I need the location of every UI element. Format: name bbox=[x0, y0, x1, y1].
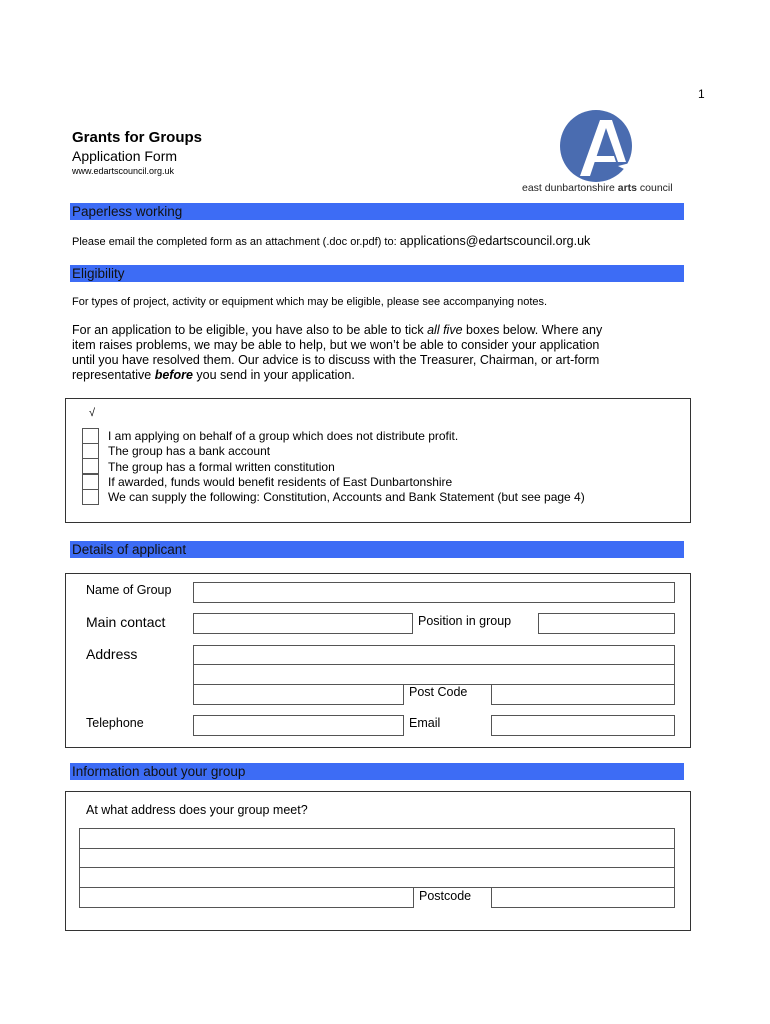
meeting-address-question: At what address does your group meet? bbox=[86, 803, 308, 817]
main-contact-label: Main contact bbox=[86, 614, 166, 630]
email-label: Email bbox=[409, 716, 441, 730]
checklist-item: The group has a bank account bbox=[108, 444, 271, 458]
checkbox-benefit-residents[interactable] bbox=[82, 474, 99, 490]
checkbox-no-profit[interactable] bbox=[82, 428, 99, 444]
section-header-applicant: Details of applicant bbox=[70, 541, 684, 558]
checkbox-constitution[interactable] bbox=[82, 458, 99, 474]
telephone-label: Telephone bbox=[86, 716, 144, 730]
submission-email[interactable]: applications@edartscouncil.org.uk bbox=[399, 234, 591, 248]
group-name-input[interactable] bbox=[193, 582, 675, 603]
checklist-item: I am applying on behalf of a group which does not distribute profit. bbox=[108, 429, 459, 443]
website-link[interactable]: www.edartscouncil.org.uk bbox=[72, 166, 175, 176]
main-contact-input[interactable] bbox=[193, 613, 413, 634]
meeting-address-line-2-input[interactable] bbox=[79, 848, 675, 869]
meeting-postcode-label: Postcode bbox=[419, 889, 472, 903]
address-label: Address bbox=[86, 646, 138, 662]
checkbox-bank-account[interactable] bbox=[82, 443, 99, 459]
form-title: Grants for Groups bbox=[72, 129, 203, 146]
eligibility-paragraph: For an application to be eligible, you have also to be able to tick all five boxes below. Where any item raises problems, we may be able to help, but we won’t be able to consider your application until you have resolved them. Our advice is to discuss with the Treasurer, Chairman, or art-form representative before you send in your application. bbox=[72, 323, 603, 382]
form-subtitle: Application Form bbox=[72, 148, 178, 164]
eligibility-note: For types of project, activity or equipment which may be eligible, please see accompanying notes. bbox=[72, 296, 548, 308]
checkbox-supply-documents[interactable] bbox=[82, 489, 99, 505]
tick-column-header: √ bbox=[89, 407, 96, 419]
checklist-item: We can supply the following: Constitution, Accounts and Bank Statement (but see page 4) bbox=[108, 490, 585, 504]
section-header-paperless: Paperless working bbox=[70, 203, 684, 220]
postcode-label: Post Code bbox=[409, 685, 468, 699]
group-name-label: Name of Group bbox=[86, 583, 172, 597]
address-line-2-input[interactable] bbox=[193, 664, 675, 685]
address-line-1-input[interactable] bbox=[193, 645, 675, 666]
position-label: Position in group bbox=[418, 614, 512, 628]
email-input[interactable] bbox=[491, 715, 675, 736]
paperless-instructions: Please email the completed form as an attachment (.doc or.pdf) to: applications@edartscouncil.org.uk bbox=[72, 234, 591, 248]
page-number: 1 bbox=[698, 87, 705, 101]
checklist-item: If awarded, funds would benefit residents of East Dunbartonshire bbox=[108, 475, 453, 489]
meeting-address-line-3-input[interactable] bbox=[79, 867, 675, 888]
telephone-input[interactable] bbox=[193, 715, 404, 736]
meeting-postcode-input[interactable] bbox=[491, 887, 675, 908]
checklist-item: The group has a formal written constitution bbox=[108, 460, 335, 474]
address-line-3-input[interactable] bbox=[193, 684, 404, 705]
section-header-eligibility: Eligibility bbox=[70, 265, 684, 282]
logo-caption: east dunbartonshire arts council bbox=[522, 182, 673, 194]
meeting-address-line-1-input[interactable] bbox=[79, 828, 675, 849]
position-input[interactable] bbox=[538, 613, 675, 634]
meeting-address-line-4-input[interactable] bbox=[79, 887, 414, 908]
section-header-group-info: Information about your group bbox=[70, 763, 684, 780]
postcode-input[interactable] bbox=[491, 684, 675, 705]
